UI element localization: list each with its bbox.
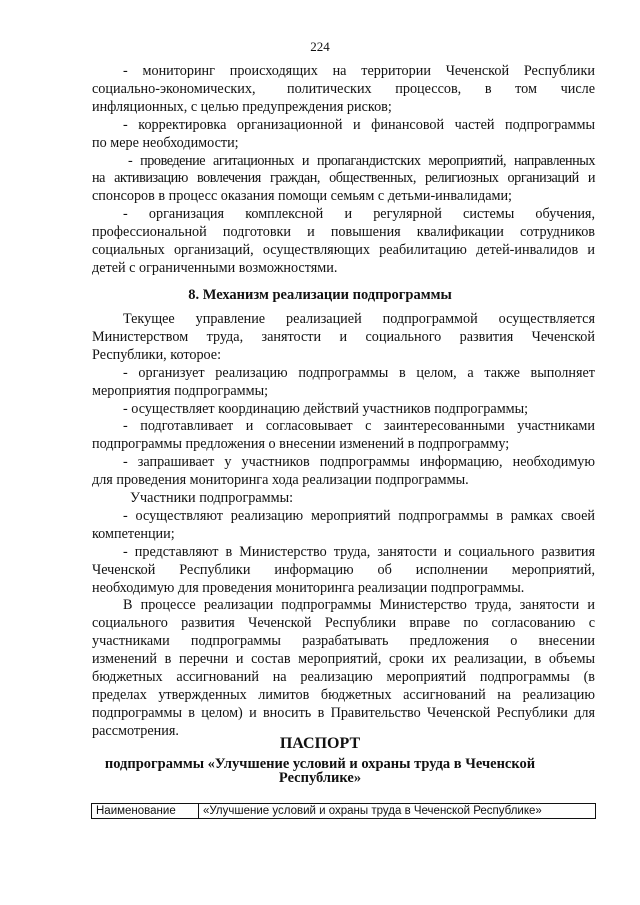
text-line: изменений в перечни и состав мероприятий, сроки их реализации, в объемы xyxy=(92,651,595,668)
text-line: - подготавливает и согласовывает с заинтересованными участниками xyxy=(123,418,595,435)
text-line: для проведения мониторинга хода реализации подпрограммы. xyxy=(92,472,469,489)
text-line: социально-экономических, политических процессов, в том числе xyxy=(92,80,595,97)
passport-subtitle-line2: Республике» xyxy=(278,770,362,786)
text-line: - организация комплексной и регулярной системы обучения, xyxy=(123,206,595,223)
text-line: - запрашивает у участников подпрограммы информацию, необходимую xyxy=(123,454,595,471)
passport-table xyxy=(91,803,596,819)
text-line: - осуществляют реализацию мероприятий подпрограммы в рамках своей xyxy=(123,507,595,524)
text-line: Республики, которое: xyxy=(92,346,222,363)
text-line: В процессе реализации подпрограммы Министерство труда, занятости и xyxy=(123,597,595,614)
text-line: спонсоров в процесс оказания помощи семьям с детьми-инвалидами; xyxy=(92,188,512,205)
text-line: - осуществляет координацию действий участников подпрограммы; xyxy=(123,400,529,417)
passport-field-label: Наименование xyxy=(92,804,199,819)
text-line: - мониторинг происходящих на территории Чеченской Республики xyxy=(123,63,595,79)
text-line: социальных организаций, осуществляющих реабилитацию детей-инвалидов и xyxy=(92,242,595,258)
text-line: участниками подпрограммы разрабатывать предложения о внесении xyxy=(92,633,595,650)
section-8-heading: 8. Механизм реализации подпрограммы xyxy=(188,287,452,303)
text-line: пределах утвержденных лимитов бюджетных ассигнований на реализацию xyxy=(92,686,595,703)
text-line: Чеченской Республики информацию об исполнении мероприятий, xyxy=(92,561,595,578)
text-line: мероприятия подпрограммы; xyxy=(92,382,269,399)
text-line: - организует реализацию подпрограммы в целом, а также выполняет xyxy=(123,364,595,381)
text-line: Текущее управление реализацией подпрограммой осуществляется xyxy=(123,311,595,327)
text-line: профессиональной подготовки и повышения квалификации сотрудников xyxy=(92,224,595,241)
text-line: рассмотрения. xyxy=(92,722,179,739)
text-line: - проведение агитационных и пропагандистских мероприятий, направленных xyxy=(128,152,595,169)
text-line: подпрограммы в целом) и вносить в Правительство Чеченской Республики для xyxy=(92,704,595,721)
page-number: 224 xyxy=(310,39,330,54)
text-line: на активизацию вовлечения граждан, общественных, религиозных организаций и xyxy=(92,170,595,187)
passport-title: ПАСПОРТ xyxy=(279,735,361,752)
text-line: бюджетных ассигнований на реализацию мероприятий подпрограммы (в xyxy=(92,669,595,685)
table-row xyxy=(92,804,596,819)
text-line: по мере необходимости; xyxy=(92,134,239,151)
passport-field-value: «Улучшение условий и охраны труда в Чеченской Республике» xyxy=(199,804,596,819)
text-line: Министерством труда, занятости и социального развития Чеченской xyxy=(92,328,595,345)
text-line: Участники подпрограммы: xyxy=(130,490,294,506)
passport-subtitle-line1: подпрограммы «Улучшение условий и охраны труда в Чеченской xyxy=(104,756,536,772)
text-line: компетенции; xyxy=(92,525,175,542)
text-line: инфляционных, с целью предупреждения рисков; xyxy=(92,98,392,115)
text-line: социального развития Чеченской Республики вправе по согласованию с xyxy=(92,615,595,632)
text-line: подпрограммы предложения о внесении изменений в подпрограмму; xyxy=(92,436,510,453)
text-line: - представляют в Министерство труда, занятости и социального развития xyxy=(123,543,595,560)
text-line: - корректировка организационной и финансовой частей подпрограммы xyxy=(123,116,595,133)
text-line: необходимую для проведения мониторинга реализации подпрограммы. xyxy=(92,579,525,596)
text-line: детей с ограниченными возможностями. xyxy=(92,259,338,276)
